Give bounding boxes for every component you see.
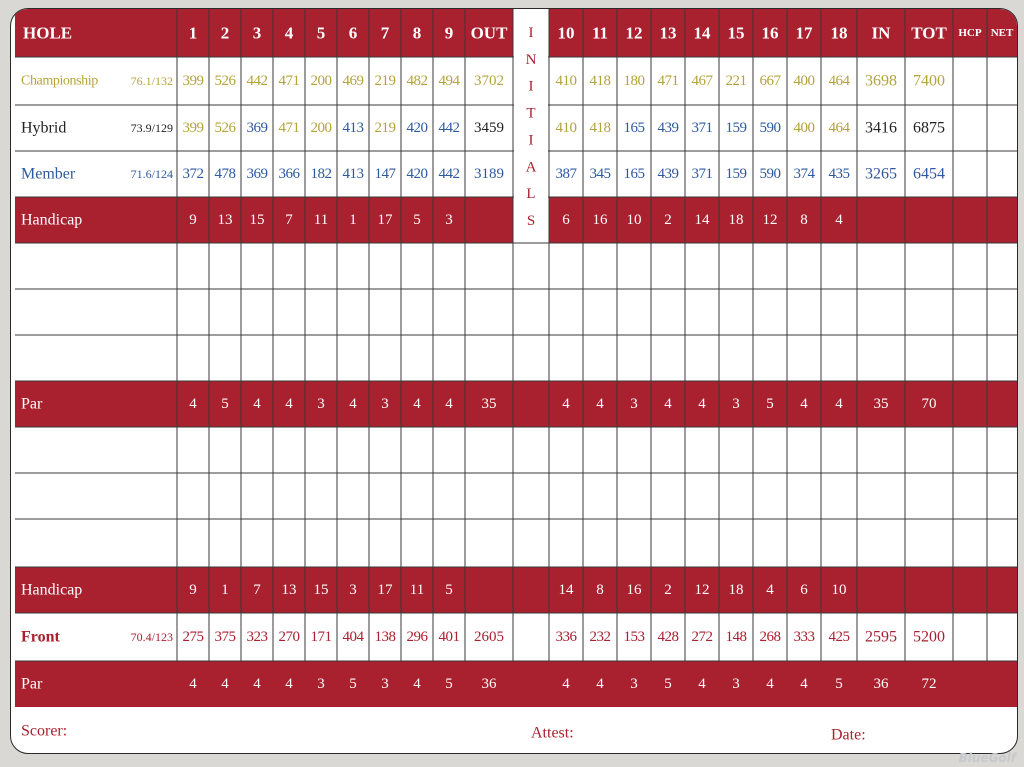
cell-value: 15 xyxy=(313,582,329,598)
cell-value: 667 xyxy=(759,73,781,89)
cell-value: 70 xyxy=(921,396,937,412)
cell-value: 482 xyxy=(406,73,428,89)
cell-value: 3 xyxy=(381,676,389,692)
cell-value: 4 xyxy=(445,396,453,412)
attest-label: Attest: xyxy=(531,724,574,742)
hole-number: 9 xyxy=(444,23,454,43)
cell-value: 420 xyxy=(406,166,428,182)
cell-value: 14 xyxy=(558,582,574,598)
cell-value: 3416 xyxy=(865,119,897,137)
initials-box xyxy=(514,9,548,242)
cell-value: 401 xyxy=(438,629,460,645)
cell-value: 435 xyxy=(828,166,850,182)
hole-number: 13 xyxy=(659,23,677,43)
row-label: Par xyxy=(21,395,43,413)
cell-value: 464 xyxy=(828,73,850,89)
cell-value: 2 xyxy=(664,212,672,228)
cell-value: 4 xyxy=(413,396,421,412)
date-label: Date: xyxy=(831,726,866,744)
row-label: Par xyxy=(21,675,43,693)
cell-value: 296 xyxy=(406,629,428,645)
cell-value: 10 xyxy=(831,582,847,598)
cell-value: 6875 xyxy=(913,119,945,137)
cell-value: 4 xyxy=(349,396,357,412)
cell-value: 147 xyxy=(374,166,396,182)
cell-value: 5 xyxy=(413,212,421,228)
cell-value: 16 xyxy=(592,212,608,228)
cell-value: 4 xyxy=(766,676,774,692)
cell-value: 8 xyxy=(596,582,604,598)
tee-name: Hybrid xyxy=(21,119,67,137)
initials-letter: A xyxy=(525,159,537,176)
cell-value: 4 xyxy=(413,676,421,692)
cell-value: 464 xyxy=(828,120,850,136)
scorecard-grid xyxy=(11,9,1017,753)
tot-header: TOT xyxy=(911,23,947,43)
hole-number: 18 xyxy=(830,23,848,43)
cell-value: 345 xyxy=(589,166,611,182)
cell-value: 3 xyxy=(349,582,357,598)
cell-value: 469 xyxy=(342,73,364,89)
cell-value: 526 xyxy=(214,120,236,136)
cell-value: 369 xyxy=(246,120,268,136)
watermark: BlueGolf xyxy=(958,751,1016,765)
cell-value: 3 xyxy=(317,676,325,692)
cell-value: 275 xyxy=(182,629,204,645)
cell-value: 4 xyxy=(596,676,604,692)
initials-letter: I xyxy=(528,78,534,95)
tee-rating: 71.6/124 xyxy=(130,167,173,181)
cell-value: 4 xyxy=(189,676,197,692)
cell-value: 219 xyxy=(374,73,396,89)
cell-value: 413 xyxy=(342,166,364,182)
cell-value: 387 xyxy=(555,166,577,182)
row-label: Handicap xyxy=(21,581,83,599)
cell-value: 4 xyxy=(253,676,261,692)
cell-value: 3 xyxy=(732,676,740,692)
cell-value: 180 xyxy=(623,73,645,89)
cell-value: 471 xyxy=(657,73,679,89)
hole-number: 8 xyxy=(412,23,422,43)
cell-value: 3 xyxy=(317,396,325,412)
cell-value: 5 xyxy=(221,396,229,412)
cell-value: 371 xyxy=(691,120,713,136)
cell-value: 36 xyxy=(873,676,889,692)
cell-value: 371 xyxy=(691,166,713,182)
cell-value: 418 xyxy=(589,73,611,89)
cell-value: 3698 xyxy=(865,72,897,90)
hole-number: 1 xyxy=(188,23,198,43)
cell-value: 153 xyxy=(623,629,645,645)
tee-rating: 73.9/129 xyxy=(130,121,173,135)
tee-rating: 76.1/132 xyxy=(130,74,173,88)
header-band xyxy=(549,9,1017,57)
cell-value: 1 xyxy=(349,212,357,228)
cell-value: 16 xyxy=(626,582,642,598)
cell-value: 4 xyxy=(562,676,570,692)
cell-value: 14 xyxy=(694,212,710,228)
scorecard xyxy=(10,8,1018,754)
cell-value: 333 xyxy=(793,629,815,645)
cell-value: 410 xyxy=(555,120,577,136)
cell-value: 18 xyxy=(728,212,744,228)
cell-value: 413 xyxy=(342,120,364,136)
cell-value: 270 xyxy=(278,629,300,645)
tee-name: Front xyxy=(21,628,60,646)
initials-letter: N xyxy=(525,51,537,68)
cell-value: 418 xyxy=(589,120,611,136)
hole-number: 16 xyxy=(761,23,779,43)
cell-value: 494 xyxy=(438,73,460,89)
hcp-header: HCP xyxy=(958,27,982,39)
cell-value: 4 xyxy=(698,676,706,692)
cell-value: 1 xyxy=(221,582,229,598)
cell-value: 3189 xyxy=(474,166,504,182)
cell-value: 35 xyxy=(873,396,889,412)
cell-value: 3702 xyxy=(474,73,504,89)
cell-value: 4 xyxy=(698,396,706,412)
cell-value: 219 xyxy=(374,120,396,136)
cell-value: 8 xyxy=(800,212,808,228)
cell-value: 159 xyxy=(725,120,747,136)
cell-value: 18 xyxy=(728,582,744,598)
cell-value: 4 xyxy=(766,582,774,598)
initials-letter: S xyxy=(526,213,536,229)
cell-value: 159 xyxy=(725,166,747,182)
cell-value: 5 xyxy=(766,396,774,412)
cell-value: 200 xyxy=(310,73,332,89)
cell-value: 13 xyxy=(281,582,297,598)
scorer-label: Scorer: xyxy=(21,722,68,740)
cell-value: 12 xyxy=(762,212,778,228)
cell-value: 590 xyxy=(759,166,781,182)
cell-value: 439 xyxy=(657,120,679,136)
hole-number: 17 xyxy=(795,23,813,43)
cell-value: 3 xyxy=(732,396,740,412)
cell-value: 9 xyxy=(189,582,197,598)
net-header: NET xyxy=(990,27,1014,39)
cell-value: 72 xyxy=(921,676,937,692)
cell-value: 165 xyxy=(623,166,645,182)
cell-value: 478 xyxy=(214,166,236,182)
cell-value: 6454 xyxy=(913,165,945,183)
cell-value: 4 xyxy=(189,396,197,412)
cell-value: 5 xyxy=(664,676,672,692)
cell-value: 400 xyxy=(793,120,815,136)
cell-value: 4 xyxy=(562,396,570,412)
initials-letter: L xyxy=(526,186,536,203)
cell-value: 5200 xyxy=(913,628,945,646)
cell-value: 5 xyxy=(445,676,453,692)
cell-value: 10 xyxy=(626,212,642,228)
cell-value: 12 xyxy=(694,582,710,598)
cell-value: 11 xyxy=(313,212,329,228)
cell-value: 526 xyxy=(214,73,236,89)
initials-letter: T xyxy=(526,105,536,122)
cell-value: 3 xyxy=(381,396,389,412)
row-label: Handicap xyxy=(21,211,83,229)
cell-value: 4 xyxy=(835,396,843,412)
tee-rating: 70.4/123 xyxy=(130,630,173,644)
cell-value: 4 xyxy=(221,676,229,692)
hole-number: 6 xyxy=(348,23,358,43)
cell-value: 2 xyxy=(664,582,672,598)
cell-value: 5 xyxy=(349,676,357,692)
cell-value: 200 xyxy=(310,120,332,136)
cell-value: 148 xyxy=(725,629,747,645)
cell-value: 375 xyxy=(214,629,236,645)
cell-value: 4 xyxy=(664,396,672,412)
cell-value: 7400 xyxy=(913,72,945,90)
out-header: OUT xyxy=(470,23,508,43)
cell-value: 4 xyxy=(285,396,293,412)
cell-value: 17 xyxy=(377,212,393,228)
tee-name: Championship xyxy=(21,73,98,89)
hole-number: 3 xyxy=(252,23,262,43)
cell-value: 4 xyxy=(253,396,261,412)
hole-number: 14 xyxy=(693,23,711,43)
cell-value: 3 xyxy=(630,676,638,692)
cell-value: 36 xyxy=(481,676,497,692)
band-row xyxy=(15,661,1017,707)
cell-value: 9 xyxy=(189,212,197,228)
cell-value: 374 xyxy=(793,166,815,182)
cell-value: 7 xyxy=(253,582,261,598)
cell-value: 442 xyxy=(438,166,460,182)
hole-number: 2 xyxy=(220,23,230,43)
cell-value: 399 xyxy=(182,73,204,89)
cell-value: 3459 xyxy=(474,120,504,136)
cell-value: 399 xyxy=(182,120,204,136)
cell-value: 4 xyxy=(596,396,604,412)
header-band xyxy=(15,9,513,57)
hole-number: 10 xyxy=(557,23,575,43)
cell-value: 467 xyxy=(691,73,713,89)
cell-value: 590 xyxy=(759,120,781,136)
cell-value: 410 xyxy=(555,73,577,89)
initials-letter: I xyxy=(528,25,534,41)
cell-value: 4 xyxy=(835,212,843,228)
cell-value: 35 xyxy=(481,396,497,412)
cell-value: 2595 xyxy=(865,628,897,646)
hole-number: 4 xyxy=(284,23,294,43)
cell-value: 4 xyxy=(800,396,808,412)
cell-value: 471 xyxy=(278,120,300,136)
cell-value: 442 xyxy=(438,120,460,136)
cell-value: 268 xyxy=(759,629,781,645)
hole-number: 12 xyxy=(625,23,643,43)
hole-number: 5 xyxy=(316,23,326,43)
cell-value: 404 xyxy=(342,629,364,645)
hole-number: 15 xyxy=(727,23,745,43)
cell-value: 439 xyxy=(657,166,679,182)
cell-value: 372 xyxy=(182,166,204,182)
cell-value: 420 xyxy=(406,120,428,136)
cell-value: 369 xyxy=(246,166,268,182)
cell-value: 171 xyxy=(310,629,332,645)
band-row xyxy=(15,381,1017,427)
initials-letter: I xyxy=(528,132,534,149)
cell-value: 11 xyxy=(409,582,425,598)
cell-value: 6 xyxy=(800,582,808,598)
cell-value: 425 xyxy=(828,629,850,645)
cell-value: 400 xyxy=(793,73,815,89)
hole-number: 11 xyxy=(591,23,609,43)
hole-header: HOLE xyxy=(23,23,73,43)
cell-value: 13 xyxy=(217,212,233,228)
cell-value: 3 xyxy=(630,396,638,412)
handicap-band xyxy=(549,197,1017,243)
cell-value: 4 xyxy=(800,676,808,692)
cell-value: 5 xyxy=(445,582,453,598)
cell-value: 6 xyxy=(562,212,570,228)
cell-value: 138 xyxy=(374,629,396,645)
cell-value: 3 xyxy=(445,212,453,228)
cell-value: 471 xyxy=(278,73,300,89)
cell-value: 232 xyxy=(589,629,611,645)
cell-value: 182 xyxy=(310,166,332,182)
cell-value: 4 xyxy=(285,676,293,692)
cell-value: 5 xyxy=(835,676,843,692)
cell-value: 323 xyxy=(246,629,268,645)
cell-value: 2605 xyxy=(474,629,504,645)
cell-value: 17 xyxy=(377,582,393,598)
cell-value: 366 xyxy=(278,166,300,182)
cell-value: 15 xyxy=(249,212,265,228)
cell-value: 165 xyxy=(623,120,645,136)
cell-value: 3265 xyxy=(865,165,897,183)
band-row xyxy=(15,567,1017,613)
hole-number: 7 xyxy=(380,23,390,43)
cell-value: 272 xyxy=(691,629,713,645)
cell-value: 336 xyxy=(555,629,577,645)
cell-value: 7 xyxy=(285,212,293,228)
cell-value: 221 xyxy=(725,73,747,89)
tee-name: Member xyxy=(21,165,76,183)
cell-value: 428 xyxy=(657,629,679,645)
cell-value: 442 xyxy=(246,73,268,89)
in-header: IN xyxy=(871,23,891,43)
